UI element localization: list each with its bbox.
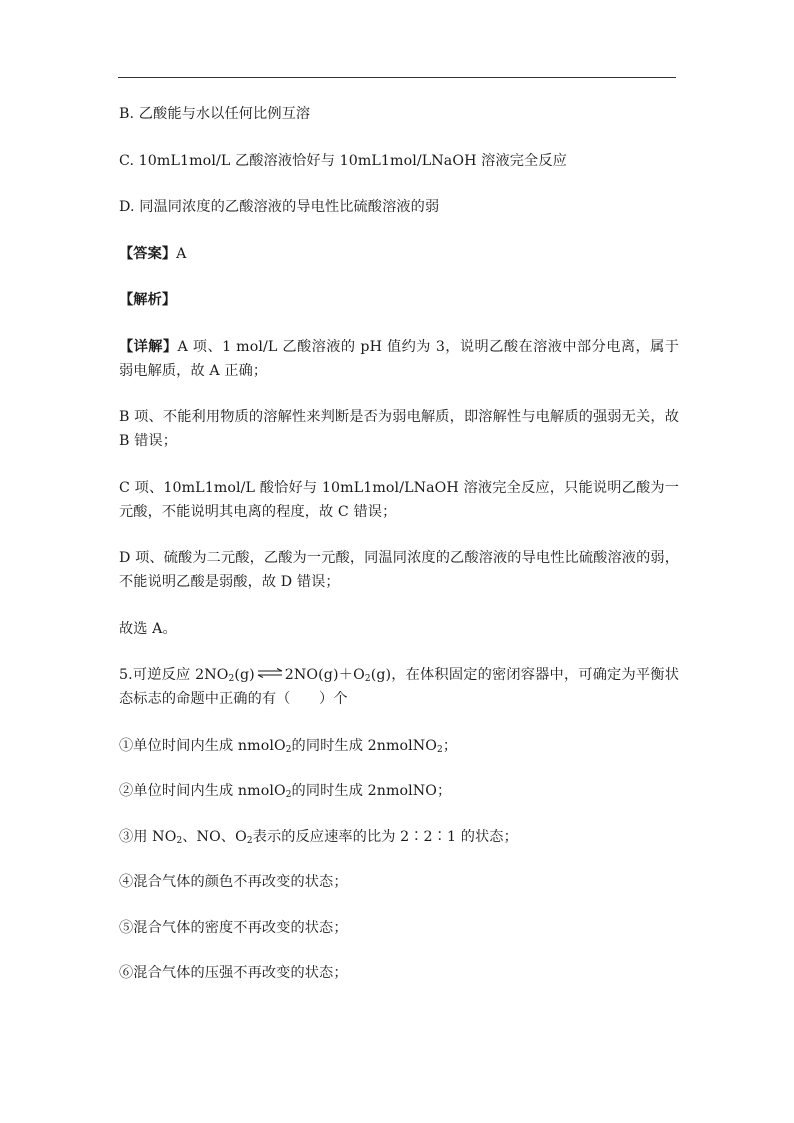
analysis-label: 【解析】 (119, 292, 177, 308)
option-c: C. 10mL1mol/L 乙酸溶液恰好与 10mL1mol/LNaOH 溶液完全反应 (119, 152, 567, 169)
analysis-item-a (119, 335, 679, 383)
question-5-stem: 5.可逆反应 $2NO_2(g)$ $2NO(g)+O_2(g)$，在体积固定的密闭容器中，可确定为平衡状态标志的命题中正确的有（ ）个 (119, 667, 679, 707)
option-d: D. 同温同浓度的乙酸溶液的导电性比硫酸溶液的弱 (119, 199, 440, 215)
analysis-item-a-text: A 项、1 mol/L 乙酸溶液的 pH 值约为 3，说明乙酸在溶液中部分电离，属于弱电解质，故 A 正确； (119, 338, 679, 379)
analysis-conclusion: 故选 A。 (119, 620, 177, 637)
analysis-item-b: B 项、不能利用物质的溶解性来判断是否为弱电解质，即溶解性与电解质的强弱无关，故 B 错误； (119, 409, 679, 449)
analysis-item-d: D 项、硫酸为二元酸，乙酸为一元酸，同温同浓度的乙酸溶液的导电性比硫酸溶液的弱，不能说明乙酸是弱酸，故 D 错误； (119, 550, 679, 590)
equilibrium-arrow-icon (257, 668, 283, 678)
answer-line (119, 242, 679, 266)
header-rule (118, 77, 676, 78)
statement-3: ③用 $NO_2$、NO、$O_2$表示的反应速率的比为 2∶2∶1 的状态； (119, 828, 518, 846)
detail-label: 【详解】 (119, 338, 178, 355)
option-b: B. 乙酸能与水以任何比例互溶 (119, 106, 311, 122)
document-body (119, 102, 679, 1007)
question-number: 5. (119, 667, 133, 683)
statement-2: ②单位时间内生成 nmolO$_2$的同时生成 2nmolNO； (119, 783, 452, 800)
statement-1: ①单位时间内生成 nmolO$_2$的同时生成 2nmolNO$_2$； (119, 737, 458, 755)
statement-4: ④混合气体的颜色不再改变的状态； (119, 874, 348, 890)
statement-6: ⑥混合气体的压强不再改变的状态； (119, 965, 348, 981)
answer-value: A (176, 245, 187, 262)
answer-label: 【答案】 (119, 245, 177, 262)
analysis-item-c: C 项、10mL1mol/L 酸恰好与 10mL1mol/LNaOH 溶液完全反应，只能说明乙酸为一元酸，不能说明其电离的程度，故 C 错误； (119, 479, 679, 520)
statement-5: ⑤混合气体的密度不再改变的状态； (119, 919, 348, 936)
